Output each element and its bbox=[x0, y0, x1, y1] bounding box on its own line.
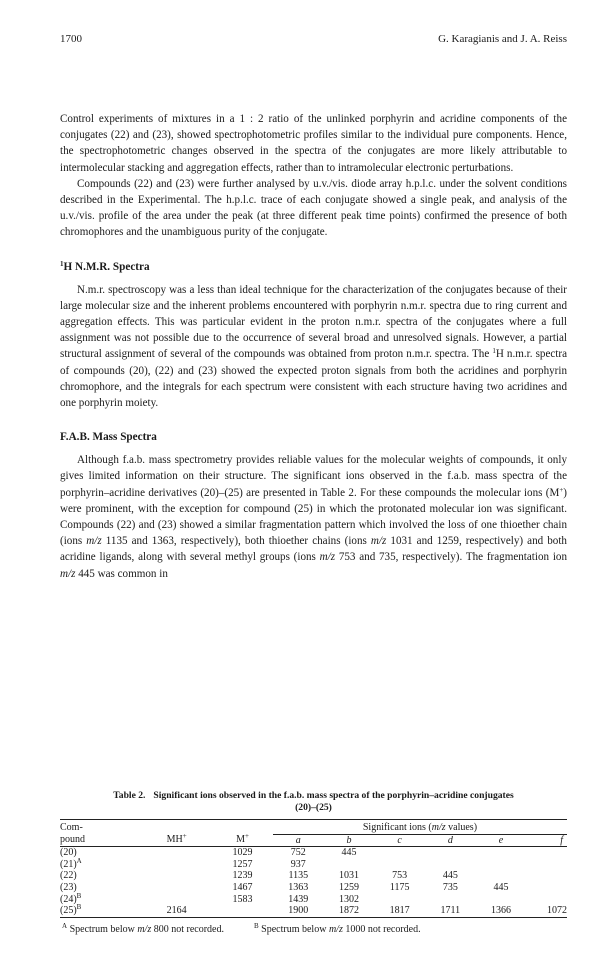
mh-sup: + bbox=[182, 832, 187, 841]
mh-label: MH bbox=[166, 834, 183, 846]
fab-mz-3: m/z bbox=[319, 551, 336, 564]
cell-a: 1135 bbox=[288, 870, 309, 882]
cell-compound bbox=[60, 905, 141, 917]
nmr-heading-superscript: 1 bbox=[60, 259, 64, 268]
cell-d: 1711 bbox=[440, 905, 461, 917]
col-header-significant-ions bbox=[273, 820, 567, 835]
paragraph-control-experiments: Control experiments of mixtures in a 1 : 2 ratio of the unlinked porphyrin and acridine components of the conjugates (22) and (23), showed spectrophotometric profiles similar to the individual pure components. Hence, the spectrophotometric changes observed in the spectra of the conjugates are more likely attributable to intermolecular stacking and aggregation effects, rather than to intramolecular electronic perturbations. bbox=[60, 113, 567, 174]
compound-label: (20) bbox=[60, 847, 77, 859]
cell-f bbox=[526, 870, 567, 882]
cell-c: 753 bbox=[392, 870, 408, 882]
cell-b: 1031 bbox=[338, 870, 359, 882]
cell-c bbox=[374, 859, 425, 871]
fab-text-a: Although f.a.b. mass spectrometry provides reliable values for the molecular weights of compounds, it only gives limited information on their structure. The significant ions observed in the f.a.b. mass spectra of the porphyrin–acridine derivatives (20)–(25) are presented in Table 2. For these compounds the molecular ions (M bbox=[60, 454, 567, 499]
cell-mh: 2164 bbox=[166, 905, 187, 917]
cell-c: 1175 bbox=[389, 881, 410, 893]
cell-b bbox=[324, 859, 375, 871]
cell-d bbox=[425, 859, 476, 871]
cell-e bbox=[476, 859, 527, 871]
cell-a: 1363 bbox=[288, 881, 309, 893]
cell-mh bbox=[141, 847, 212, 859]
cell-e bbox=[476, 870, 527, 882]
table-caption bbox=[60, 790, 567, 814]
table-row bbox=[60, 905, 567, 917]
nmr-heading-text: H N.M.R. Spectra bbox=[63, 260, 150, 273]
cell-f bbox=[526, 882, 567, 894]
cell-m: 1029 bbox=[232, 847, 253, 859]
cell-b: 1259 bbox=[338, 881, 359, 893]
cell-d bbox=[425, 894, 476, 906]
col-header-m bbox=[212, 834, 273, 847]
cell-m: 1239 bbox=[232, 870, 253, 882]
fab-text-f: 445 was common in bbox=[75, 567, 168, 580]
col-header-d: d bbox=[447, 834, 453, 846]
table-body bbox=[60, 847, 567, 918]
cell-e bbox=[476, 894, 527, 906]
fab-text-sup: + bbox=[559, 485, 564, 494]
sig-ions-pre: Significant ions ( bbox=[362, 822, 432, 833]
compound-footnote-mark: B bbox=[76, 891, 82, 900]
footnote-a-post: 800 not recorded. bbox=[151, 923, 224, 935]
compound-label: (22) bbox=[60, 870, 77, 882]
nmr-text-part2: H n.m.r. spectra of compounds (20), (22) and (23) showed the expected proton signals from both the acridines and porphyrin chromophore, and the integrals for each spectrum were consistent with each structure having two acridines and one porphyrin moiety. bbox=[60, 348, 567, 410]
nmr-text-part1: N.m.r. spectroscopy was a less than ideal technique for the characterization of the conjugates because of their large molecular size and the inherent problems encountered with porphyrin n.m.r. spectra due to ring current and aggregation effects. This was particular evident in the proton n.m.r. spectra of the conjugates where a full assignment was not possible due to the occurrence of several broad and unresolved signals. However, a partial structural assignment of several of the compounds was obtained from proton n.m.r. spectra. The bbox=[60, 283, 567, 361]
running-head-authors: G. Karagianis and J. A. Reiss bbox=[438, 33, 567, 45]
compound-footnote-mark: A bbox=[76, 856, 82, 865]
cell-m bbox=[212, 905, 273, 917]
cell-mh bbox=[141, 870, 212, 882]
cell-m: 1467 bbox=[232, 881, 253, 893]
col-header-a: a bbox=[295, 834, 301, 846]
footnote-b-post: 1000 not recorded. bbox=[342, 923, 421, 935]
footnote-b bbox=[254, 921, 421, 935]
table-row bbox=[60, 859, 567, 871]
cell-compound bbox=[60, 870, 141, 882]
cell-compound bbox=[60, 847, 141, 859]
cell-b: 1872 bbox=[338, 905, 359, 917]
sig-ions-post: values) bbox=[445, 822, 478, 833]
fab-mz-4: m/z bbox=[60, 567, 76, 580]
paragraph-nmr bbox=[60, 282, 567, 412]
fab-text-d: 1031 and 1259, respectively) and both acridine ligands, along with several methyl groups (ions bbox=[60, 535, 567, 564]
cell-e: 445 bbox=[493, 881, 509, 893]
cell-e bbox=[476, 847, 527, 859]
cell-e: 1366 bbox=[491, 905, 512, 917]
cell-f bbox=[526, 894, 567, 906]
footnote-a-pre: Spectrum below bbox=[67, 923, 138, 935]
table-2 bbox=[60, 790, 567, 935]
cell-d: 735 bbox=[442, 881, 458, 893]
nmr-text-superscript: 1 bbox=[492, 347, 496, 356]
cell-mh bbox=[141, 859, 212, 871]
compound-label: (24) bbox=[60, 893, 77, 905]
footnote-b-mz: m/z bbox=[328, 923, 343, 935]
cell-m: 1583 bbox=[232, 893, 253, 905]
cell-a: 752 bbox=[290, 847, 306, 859]
col-header-compound-2: pound bbox=[60, 834, 85, 846]
footnote-b-mark: B bbox=[254, 921, 259, 930]
ions-table bbox=[60, 819, 567, 918]
footnote-a-mark: A bbox=[62, 921, 68, 930]
cell-compound bbox=[60, 856, 141, 871]
col-header-b: b bbox=[346, 834, 352, 846]
running-head bbox=[60, 33, 567, 45]
fab-text-b: ) were prominent, with the exception for compound (25) in which the protonated molecular ion was significant. Compounds (22) and (23) showed a similar fragmentation pattern which involved the loss of one thioether chain (ions bbox=[60, 486, 567, 548]
fab-mz-1: m/z bbox=[86, 535, 102, 548]
section-heading-fab: F.A.B. Mass Spectra bbox=[60, 431, 157, 444]
col-header-mh bbox=[141, 834, 212, 847]
table-row bbox=[60, 870, 567, 882]
table-footnotes bbox=[60, 921, 567, 935]
fab-text-e: 753 and 735, respectively). The fragmentation ion bbox=[335, 551, 567, 564]
cell-f: 1072 bbox=[547, 905, 567, 917]
m-sup: + bbox=[244, 832, 249, 841]
cell-a: 1439 bbox=[288, 893, 309, 905]
table-header-row-2 bbox=[60, 834, 567, 847]
cell-f bbox=[526, 847, 567, 859]
footnote-a bbox=[62, 921, 224, 935]
cell-compound bbox=[60, 882, 141, 894]
table-row bbox=[60, 847, 567, 859]
cell-d bbox=[425, 847, 476, 859]
col-header-compound-1: Com- bbox=[60, 822, 83, 834]
table-caption-label: Table 2. bbox=[113, 790, 146, 801]
col-header-c: c bbox=[397, 834, 402, 846]
cell-a: 937 bbox=[290, 858, 306, 870]
cell-b: 445 bbox=[341, 847, 357, 859]
paragraph-fab bbox=[60, 452, 567, 582]
cell-c: 1817 bbox=[389, 905, 410, 917]
section-heading-nmr bbox=[60, 260, 567, 274]
compound-footnote-mark: B bbox=[76, 903, 82, 912]
footnote-a-mz: m/z bbox=[137, 923, 152, 935]
table-caption-text: Significant ions observed in the f.a.b. mass spectra of the porphyrin–acridine conjugates bbox=[153, 790, 514, 801]
table-row bbox=[60, 894, 567, 906]
compound-label: (25) bbox=[60, 905, 77, 917]
col-header-f: f bbox=[560, 834, 563, 846]
paragraph-hplc-analysis: Compounds (22) and (23) were further analysed by u.v./vis. diode array h.p.l.c. under the solvent conditions described in the Experimental. The h.p.l.c. trace of each conjugate showed a single peak, and analysis of the u.v./vis. profile of the area under the peak (at three different peak time points) confirmed the presence of both chromophores and the unambiguous purity of the conjugate. bbox=[60, 177, 567, 239]
fab-text-c: 1135 and 1363, respectively), both thioether chains (ions bbox=[101, 535, 371, 548]
table-caption-line2: (20)–(25) bbox=[295, 802, 332, 813]
cell-mh bbox=[141, 882, 212, 894]
cell-b: 1302 bbox=[338, 893, 359, 905]
cell-d: 445 bbox=[442, 870, 458, 882]
col-header-e: e bbox=[498, 834, 504, 846]
page-number: 1700 bbox=[60, 33, 82, 45]
table-row bbox=[60, 882, 567, 894]
compound-label: (23) bbox=[60, 881, 77, 893]
footnote-b-pre: Spectrum below bbox=[258, 923, 329, 935]
cell-mh bbox=[141, 894, 212, 906]
compound-label: (21) bbox=[60, 858, 77, 870]
cell-c bbox=[374, 847, 425, 859]
table-header-row-1 bbox=[60, 820, 567, 835]
sig-ions-mz: m/z bbox=[431, 822, 446, 833]
m-label: M bbox=[236, 834, 245, 846]
fab-mz-2: m/z bbox=[370, 535, 387, 548]
article-body bbox=[60, 111, 567, 582]
cell-a: 1900 bbox=[288, 905, 309, 917]
cell-f bbox=[526, 859, 567, 871]
cell-m: 1257 bbox=[232, 858, 253, 870]
cell-compound bbox=[60, 891, 141, 906]
cell-c bbox=[374, 894, 425, 906]
